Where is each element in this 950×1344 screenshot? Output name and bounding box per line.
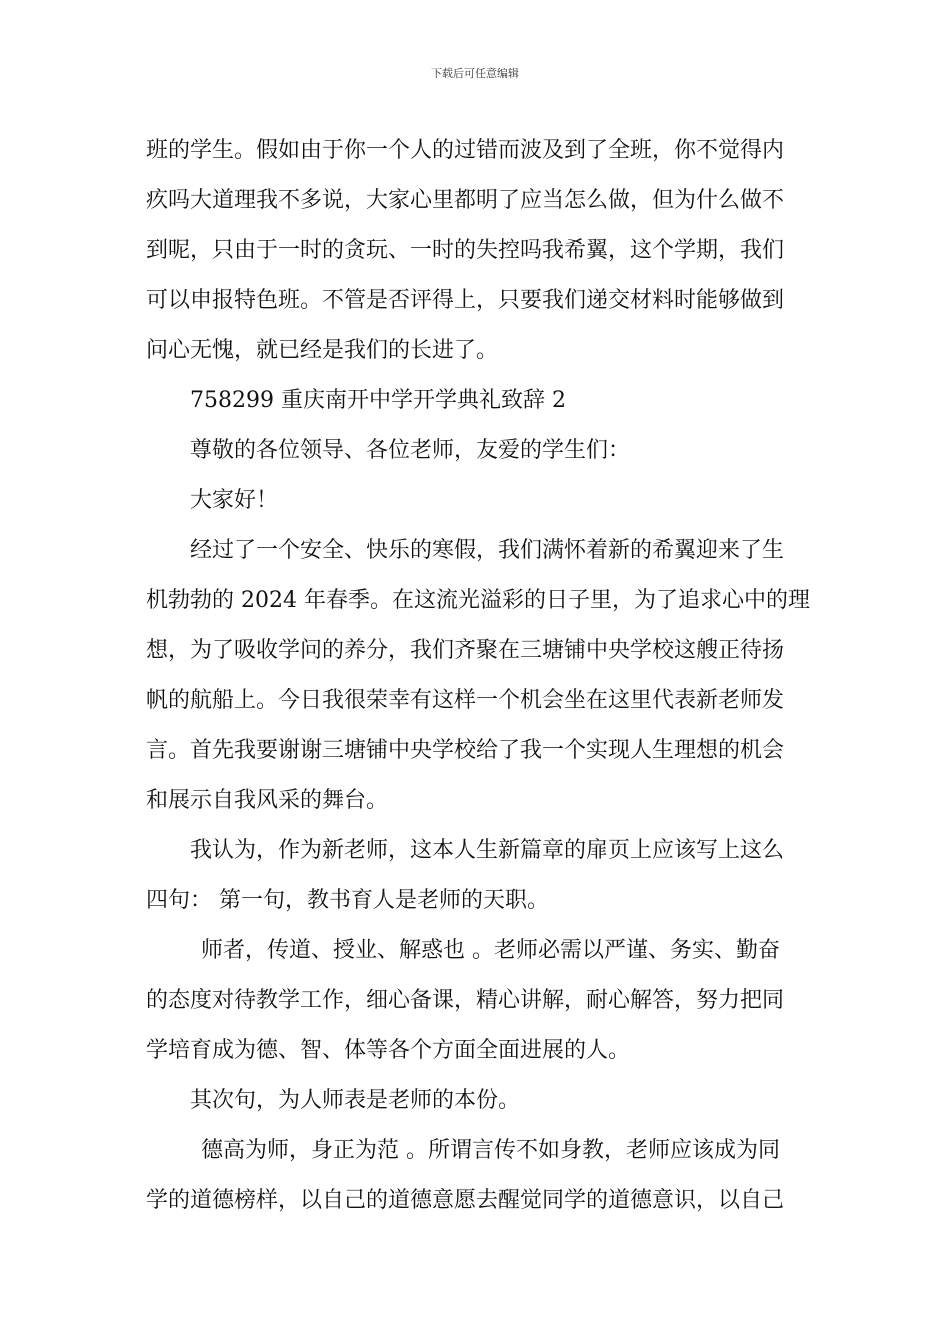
body-line: 问心无愧，就已经是我们的长进了。 — [146, 338, 499, 363]
body-line: 疚吗大道理我不多说，大家心里都明了应当怎么做，但为什么做不 — [146, 188, 785, 213]
document-body — [146, 126, 810, 1226]
body-line: 我认为，作为新老师，这本人生新篇章的扉页上应该写上这么 — [190, 838, 785, 863]
salutation: 尊敬的各位领导、各位老师，友爱的学生们： — [190, 438, 631, 463]
body-line: 学培育成为德、智、体等各个方面全面进展的人。 — [146, 1038, 631, 1063]
body-line: 学的道德榜样，以自己的道德意愿去醒觉同学的道德意识，以自己 — [146, 1188, 785, 1213]
body-line: 经过了一个安全、快乐的寒假，我们满怀着新的希翼迎来了生 — [190, 538, 785, 563]
body-line: 班的学生。假如由于你一个人的过错而波及到了全班，你不觉得内 — [146, 138, 785, 163]
body-line: 可以申报特色班。不管是否评得上，只要我们递交材料时能够做到 — [146, 288, 785, 313]
body-line: 想，为了吸收学问的养分，我们齐聚在三塘铺中央学校这艘正待扬 — [146, 638, 785, 663]
greeting: 大家好！ — [190, 488, 279, 513]
page-header: 下载后可任意编辑 — [431, 67, 519, 80]
body-line: 帆的航船上。今日我很荣幸有这样一个机会坐在这里代表新老师发 — [146, 688, 785, 713]
body-line: 言。首先我要谢谢三塘铺中央学校给了我一个实现人生理想的机会 — [146, 738, 785, 763]
body-line: 机勃勃的 2024 年春季。在这流光溢彩的日子里，为了追求心中的理 — [146, 588, 810, 613]
body-line: 的态度对待教学工作，细心备课，精心讲解，耐心解答，努力把同 — [146, 988, 785, 1013]
body-line: 到呢，只由于一时的贪玩、一时的失控吗我希翼，这个学期，我们 — [146, 238, 785, 263]
section-title: 758299 重庆南开中学开学典礼致辞 2 — [190, 388, 566, 413]
body-line: 四句： 第一句，教书育人是老师的天职。 — [146, 888, 549, 913]
body-line: 德高为师，身正为范 。所谓言传不如身教，老师应该成为同 — [201, 1138, 780, 1163]
body-line: 其次句，为人师表是老师的本份。 — [190, 1088, 521, 1113]
body-line: 师者，传道、授业、解惑也 。老师必需以严谨、务实、勤奋 — [201, 938, 780, 963]
body-line: 和展示自我风采的舞台。 — [146, 788, 389, 813]
